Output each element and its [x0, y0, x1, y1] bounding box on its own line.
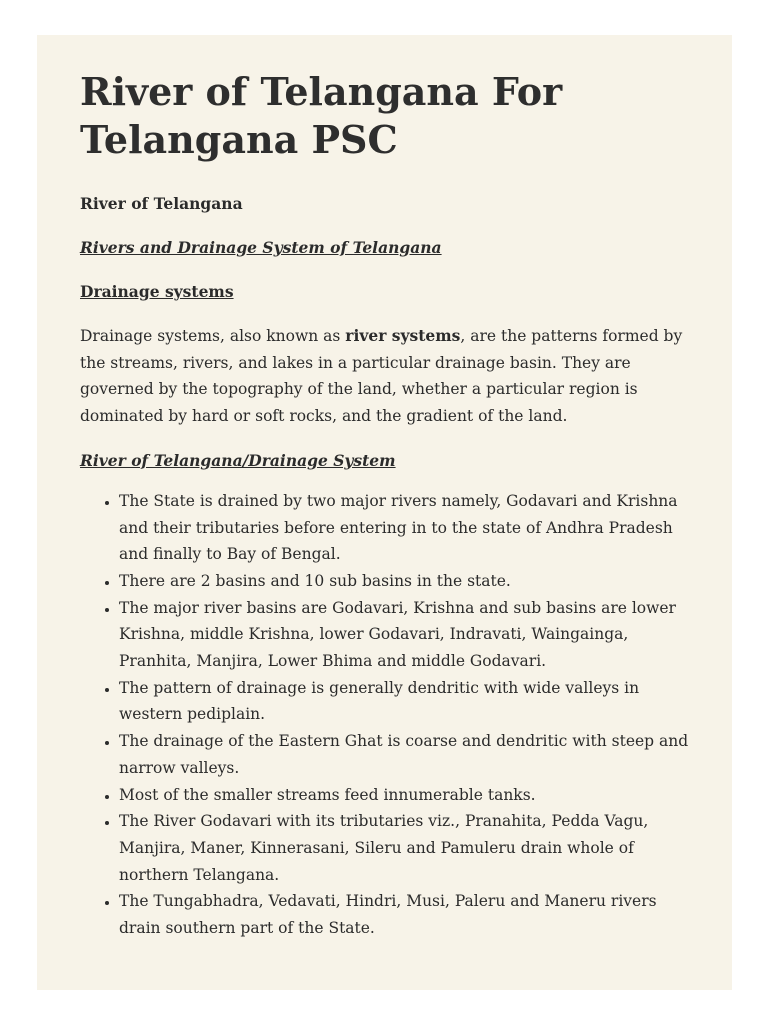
- list-item: • The Tungabhadra, Vedavati, Hindri, Musi, Paleru and Maneru rivers drain southern part of the State.: [119, 888, 689, 941]
- list-item: • The River Godavari with its tributaries viz., Pranahita, Pedda Vagu, Manjira, Maner, Kinnerasani, Sileru and Pamuleru drain whole of northern Telangana.: [119, 808, 689, 888]
- rivers-drainage-link[interactable]: Rivers and Drainage System of Telangana: [80, 238, 442, 257]
- intro-text-after: , are the patterns formed by the streams, rivers, and lakes in a particular drainage basin. They are governed by the topography of the land, whether a particular region is dominated by hard or soft rocks, and the gradient of the land.: [80, 327, 683, 426]
- intro-paragraph: [80, 323, 689, 430]
- drainage-systems-heading: Drainage systems: [80, 282, 234, 301]
- list-item: • Most of the smaller streams feed innumerable tanks.: [119, 782, 689, 809]
- subtitle: River of Telangana: [80, 194, 243, 213]
- drainage-system-link[interactable]: River of Telangana/Drainage System: [80, 450, 396, 470]
- list-item: • The major river basins are Godavari, Krishna and sub basins are lower Krishna, middle Krishna, lower Godavari, Indravati, Waingainga, Pranhita, Manjira, Lower Bhima and middle Godavari.: [119, 595, 689, 675]
- intro-bold-term: river systems: [345, 326, 461, 345]
- document-page: [37, 35, 732, 990]
- bullet-list: [80, 488, 689, 942]
- list-item: • The State is drained by two major rivers namely, Godavari and Krishna and their tributaries before entering in to the state of Andhra Pradesh and finally to Bay of Bengal.: [119, 488, 689, 568]
- list-item: • The pattern of drainage is generally dendritic with wide valleys in western pediplain.: [119, 675, 689, 728]
- page-title: River of Telangana For Telangana PSC: [80, 69, 563, 162]
- list-item: • There are 2 basins and 10 sub basins in the state.: [119, 568, 689, 595]
- list-item: • The drainage of the Eastern Ghat is coarse and dendritic with steep and narrow valleys.: [119, 728, 689, 781]
- intro-text-before: Drainage systems, also known as: [80, 327, 346, 345]
